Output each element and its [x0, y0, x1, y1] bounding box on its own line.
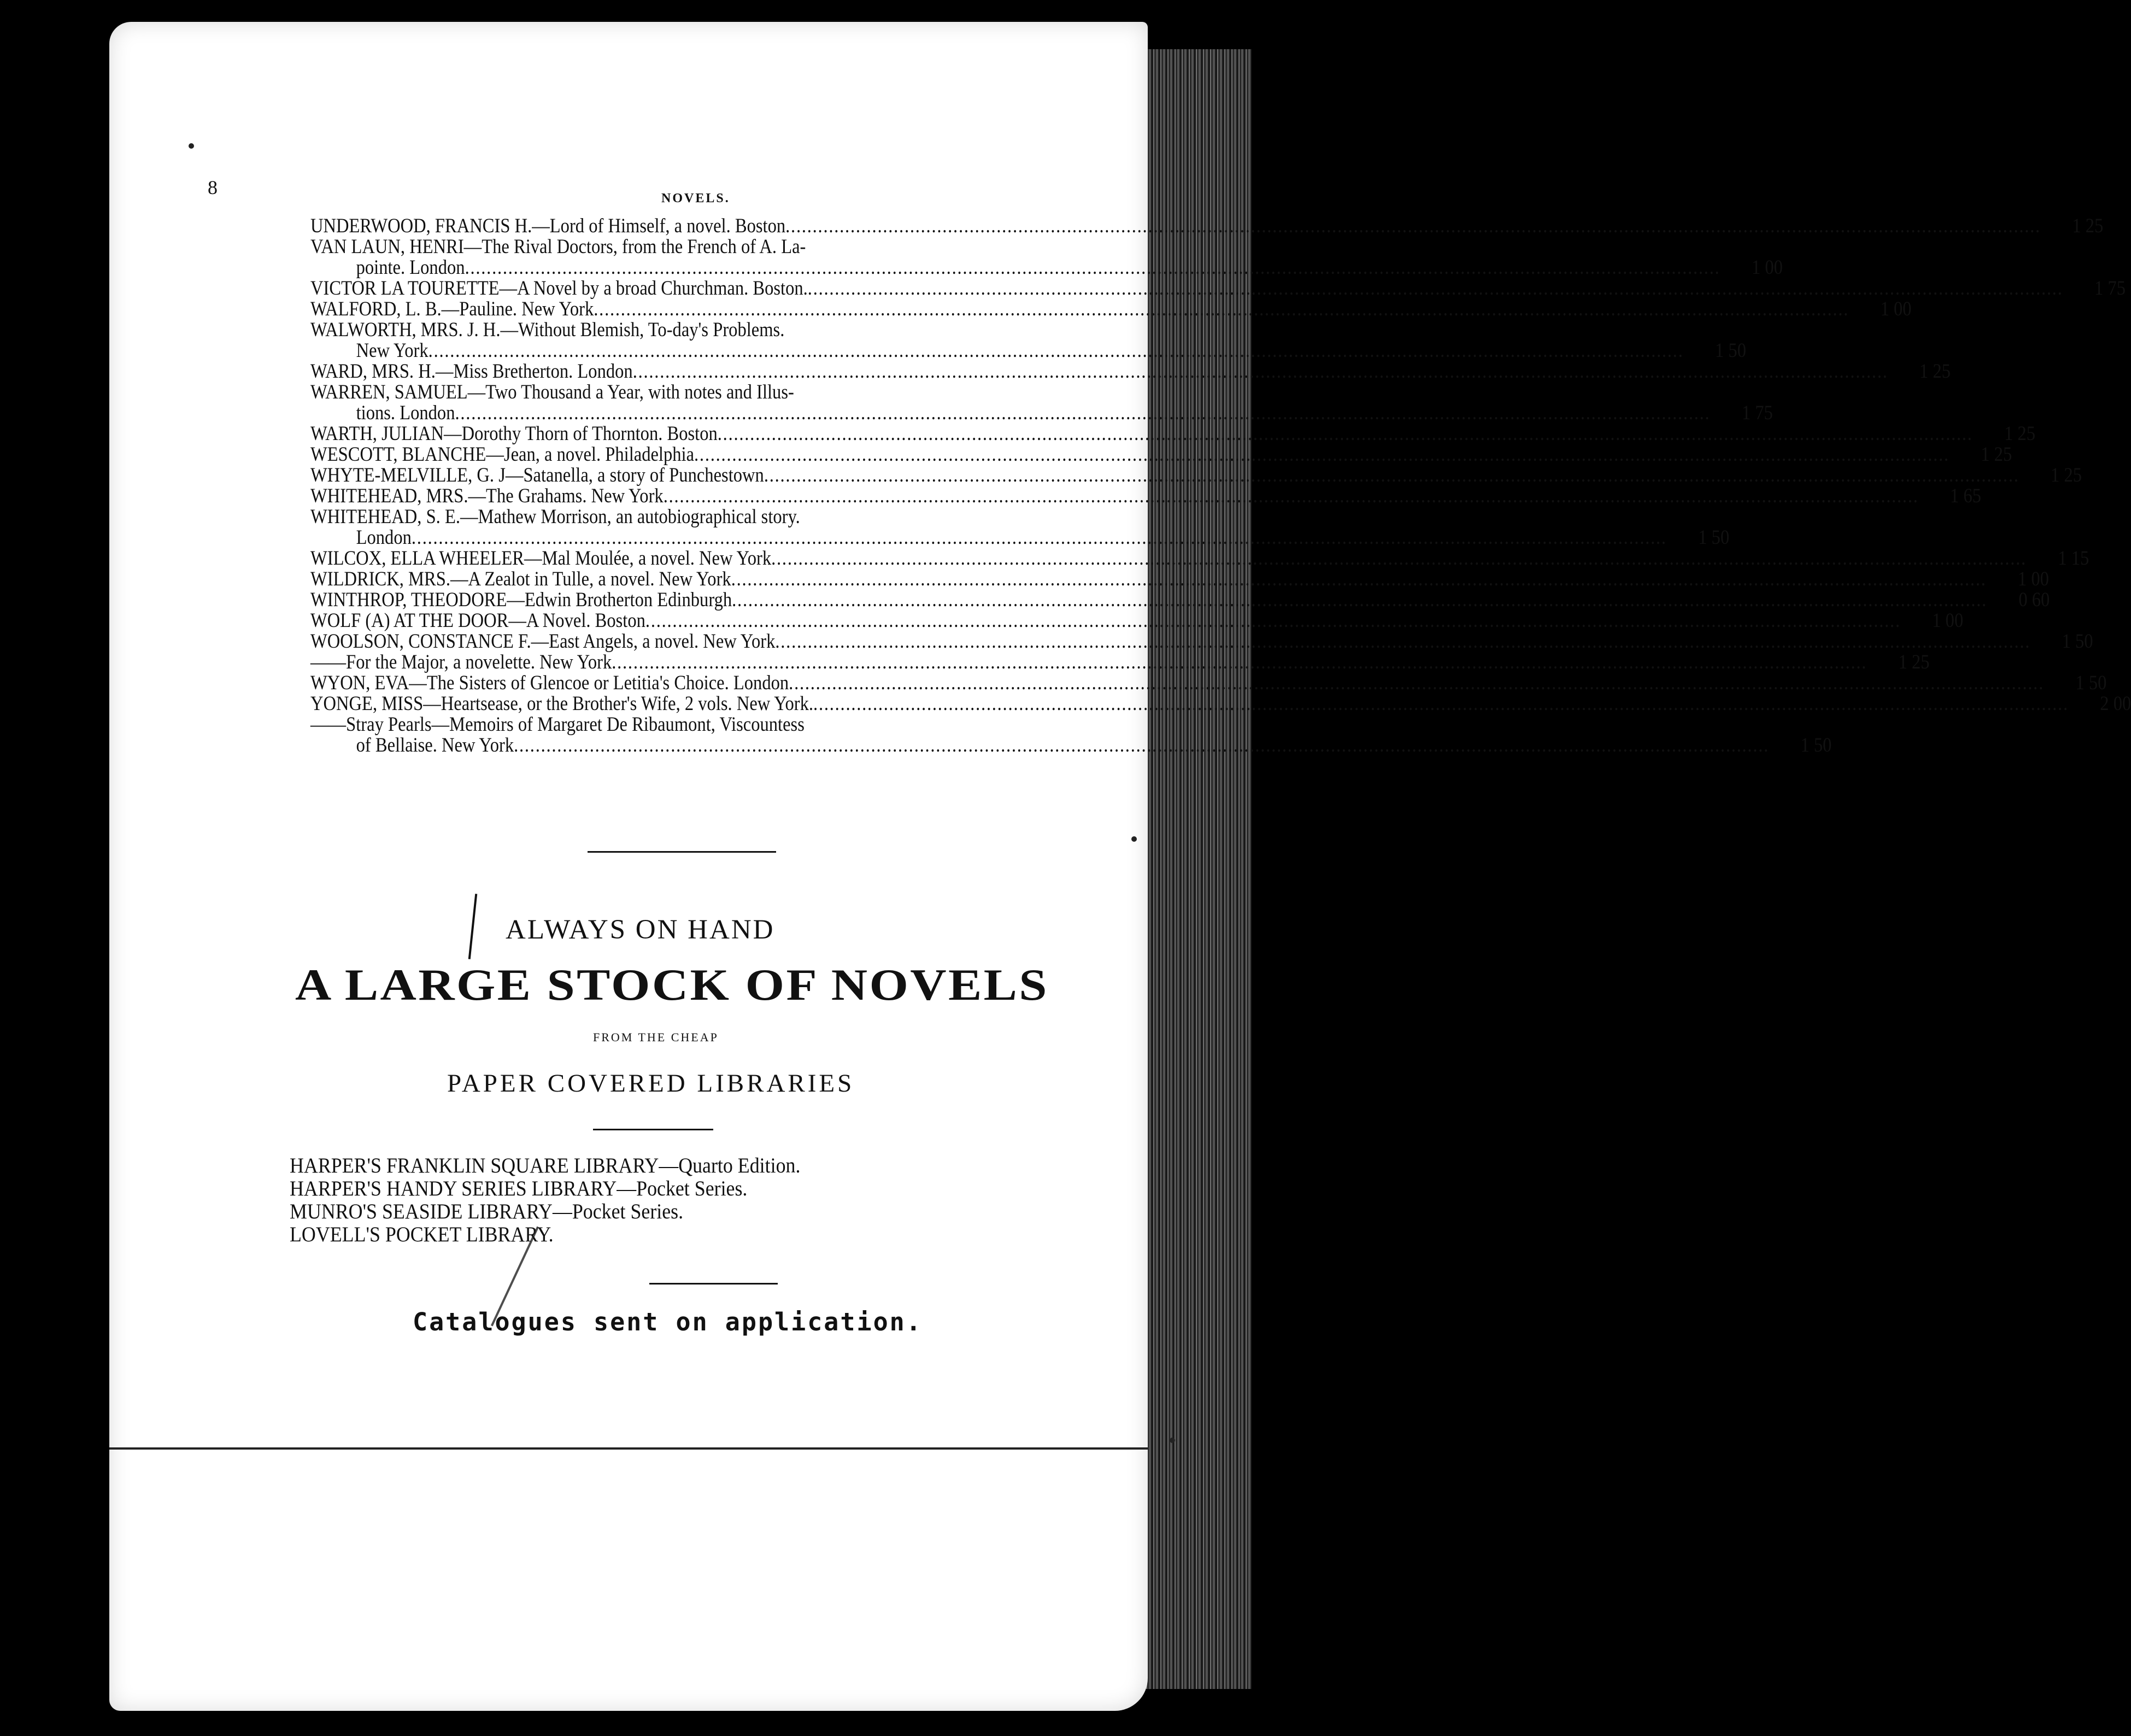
entry-title: ——Stray Pearls—Memoirs of Margaret De Ribaumont, Viscountess — [310, 713, 805, 736]
page-number: 8 — [208, 177, 218, 198]
running-head: NOVELS. — [661, 191, 730, 206]
entry-price: 1 50 — [1800, 734, 1832, 756]
entry-continuation: tions. London — [356, 402, 455, 424]
entry-title: WILCOX, ELLA WHEELER—Mal Moulée, a novel. New York — [310, 547, 772, 570]
leader-dots — [775, 631, 2030, 652]
entry-title: ——For the Major, a novelette. New York — [310, 651, 612, 673]
library-item: HARPER'S FRANKLIN SQUARE LIBRARY—Quarto Edition. — [290, 1154, 801, 1177]
library-item: MUNRO'S SEASIDE LIBRARY—Pocket Series. — [290, 1200, 684, 1223]
leader-dots — [785, 216, 2041, 237]
leader-dots — [645, 611, 1901, 631]
entry-title: WINTHROP, THEODORE—Edwin Brotherton Edinburgh — [310, 589, 732, 611]
entry-price: 1 00 — [1932, 609, 1964, 632]
scan-speck — [1170, 1438, 1175, 1443]
leader-dots — [718, 424, 1973, 444]
novel-entry — [310, 236, 1783, 279]
novel-entry — [310, 568, 2049, 590]
entry-price: 1 00 — [1751, 256, 1783, 279]
section-divider — [593, 1129, 713, 1130]
entry-title: UNDERWOOD, FRANCIS H.—Lord of Himself, a novel. Boston — [310, 215, 786, 237]
entry-price: 1 15 — [2058, 547, 2089, 570]
scan-speck — [1131, 836, 1137, 842]
entry-continuation: New York — [356, 339, 428, 362]
entry-price: 0 60 — [2018, 589, 2050, 611]
paper-covered-libraries-heading: PAPER COVERED LIBRARIES — [447, 1069, 855, 1098]
novel-entry — [310, 651, 1930, 673]
entry-title: WYON, EVA—The Sisters of Glencoe or Letitia's Choice. London — [310, 672, 789, 694]
entry-title: WOOLSON, CONSTANCE F.—East Angels, a novel. New York — [310, 630, 776, 653]
novel-entry — [310, 672, 2107, 694]
entry-continuation: pointe. London — [356, 256, 465, 279]
entry-title: WESCOTT, BLANCHE—Jean, a novel. Philadelphia — [310, 443, 695, 466]
entry-price: 1 25 — [1898, 651, 1930, 673]
novel-entry — [310, 485, 1981, 507]
novel-entry — [310, 589, 2050, 611]
entry-title: WILDRICK, MRS.—A Zealot in Tulle, a novel. New York — [310, 568, 731, 590]
leader-dots — [789, 673, 2044, 694]
scan-speck — [189, 143, 194, 149]
leader-dots — [465, 257, 1721, 278]
novel-entry — [310, 693, 2131, 715]
entry-title: WOLF (A) AT THE DOOR—A Novel. Boston — [310, 609, 645, 632]
leader-dots — [813, 694, 2069, 714]
novel-entry — [310, 277, 2126, 300]
library-list — [290, 1154, 800, 1246]
leader-dots — [664, 486, 1919, 507]
entry-continuation: London — [356, 526, 412, 549]
entry-price: 1 25 — [2004, 423, 2035, 445]
novel-entry — [310, 215, 2104, 237]
leader-dots — [694, 444, 1950, 465]
entry-price: 1 75 — [1741, 402, 1773, 424]
novel-entry — [310, 630, 2093, 653]
leader-dots — [428, 341, 1684, 361]
entry-title: WHITEHEAD, MRS.—The Grahams. New York — [310, 485, 664, 507]
entry-title: VICTOR LA TOURETTE—A Novel by a broad Churchman. Boston. — [310, 277, 808, 300]
entry-price: 1 25 — [1981, 443, 2012, 466]
entry-title: YONGE, MISS—Heartsease, or the Brother's Wife, 2 vols. New York. — [310, 693, 814, 715]
entry-title: WALFORD, L. B.—Pauline. New York — [310, 298, 594, 320]
novel-entry — [310, 360, 1951, 383]
entry-title: WARREN, SAMUEL—Two Thousand a Year, with notes and Illus- — [310, 381, 794, 403]
entry-title: WARTH, JULIAN—Dorothy Thorn of Thornton. Boston — [310, 423, 718, 445]
entry-price: 1 00 — [1880, 298, 1912, 320]
entry-price: 1 25 — [1919, 360, 1951, 383]
large-stock-heading: A LARGE STOCK OF NOVELS — [295, 960, 1049, 1010]
novel-entry — [310, 506, 1730, 549]
novel-list — [310, 215, 2131, 756]
novel-entry — [310, 381, 1773, 424]
section-divider — [649, 1283, 778, 1285]
novel-entry — [310, 298, 1912, 320]
leader-dots — [633, 361, 1888, 382]
novel-entry — [310, 713, 1832, 756]
leader-dots — [455, 403, 1710, 424]
catalogues-notice: Catalogues sent on application. — [413, 1307, 923, 1336]
entry-price: 1 50 — [1698, 526, 1730, 549]
entry-price: 1 50 — [1715, 339, 1746, 362]
entry-price: 1 25 — [2072, 215, 2104, 237]
page-bottom-line — [109, 1447, 1148, 1450]
always-on-hand-heading: ALWAYS ON HAND — [506, 914, 775, 945]
leader-dots — [731, 569, 1987, 590]
entry-title: WHYTE-MELVILLE, G. J—Satanella, a story of Punchestown — [310, 464, 764, 486]
library-item: HARPER'S HANDY SERIES LIBRARY—Pocket Series. — [290, 1177, 748, 1200]
library-item: LOVELL'S POCKET LIBRARY. — [290, 1223, 554, 1246]
leader-dots — [764, 465, 2020, 486]
leader-dots — [771, 548, 2027, 569]
novel-entry — [310, 423, 2035, 445]
entry-title: VAN LAUN, HENRI—The Rival Doctors, from the French of A. La- — [310, 236, 806, 258]
entry-title: WARD, MRS. H.—Miss Bretherton. London — [310, 360, 633, 383]
entry-price: 1 25 — [2051, 464, 2082, 486]
novel-entry — [310, 464, 2082, 486]
leader-dots — [808, 278, 2063, 299]
entry-price: 1 50 — [2062, 630, 2093, 653]
entry-title: WHITEHEAD, S. E.—Mathew Morrison, an autobiographical story. — [310, 506, 800, 528]
entry-price: 1 75 — [2094, 277, 2126, 300]
entry-price: 2 00 — [2100, 693, 2131, 715]
leader-dots — [612, 652, 1867, 673]
entry-price: 1 00 — [2017, 568, 2049, 590]
entry-price: 1 50 — [2075, 672, 2107, 694]
from-the-cheap-text: FROM THE CHEAP — [593, 1030, 719, 1044]
novel-entry — [310, 443, 2012, 466]
entry-price: 1 65 — [1950, 485, 1981, 507]
leader-dots — [412, 527, 1667, 548]
entry-title: WALWORTH, MRS. J. H.—Without Blemish, To-day's Problems. — [310, 319, 785, 341]
leader-dots — [594, 299, 1849, 320]
entry-continuation: of Bellaise. New York — [356, 734, 514, 756]
novel-entry — [310, 319, 1746, 362]
leader-dots — [514, 735, 1769, 756]
novel-entry — [310, 609, 1964, 632]
leader-dots — [732, 590, 1987, 611]
novel-entry — [310, 547, 2089, 570]
section-divider — [588, 851, 776, 853]
